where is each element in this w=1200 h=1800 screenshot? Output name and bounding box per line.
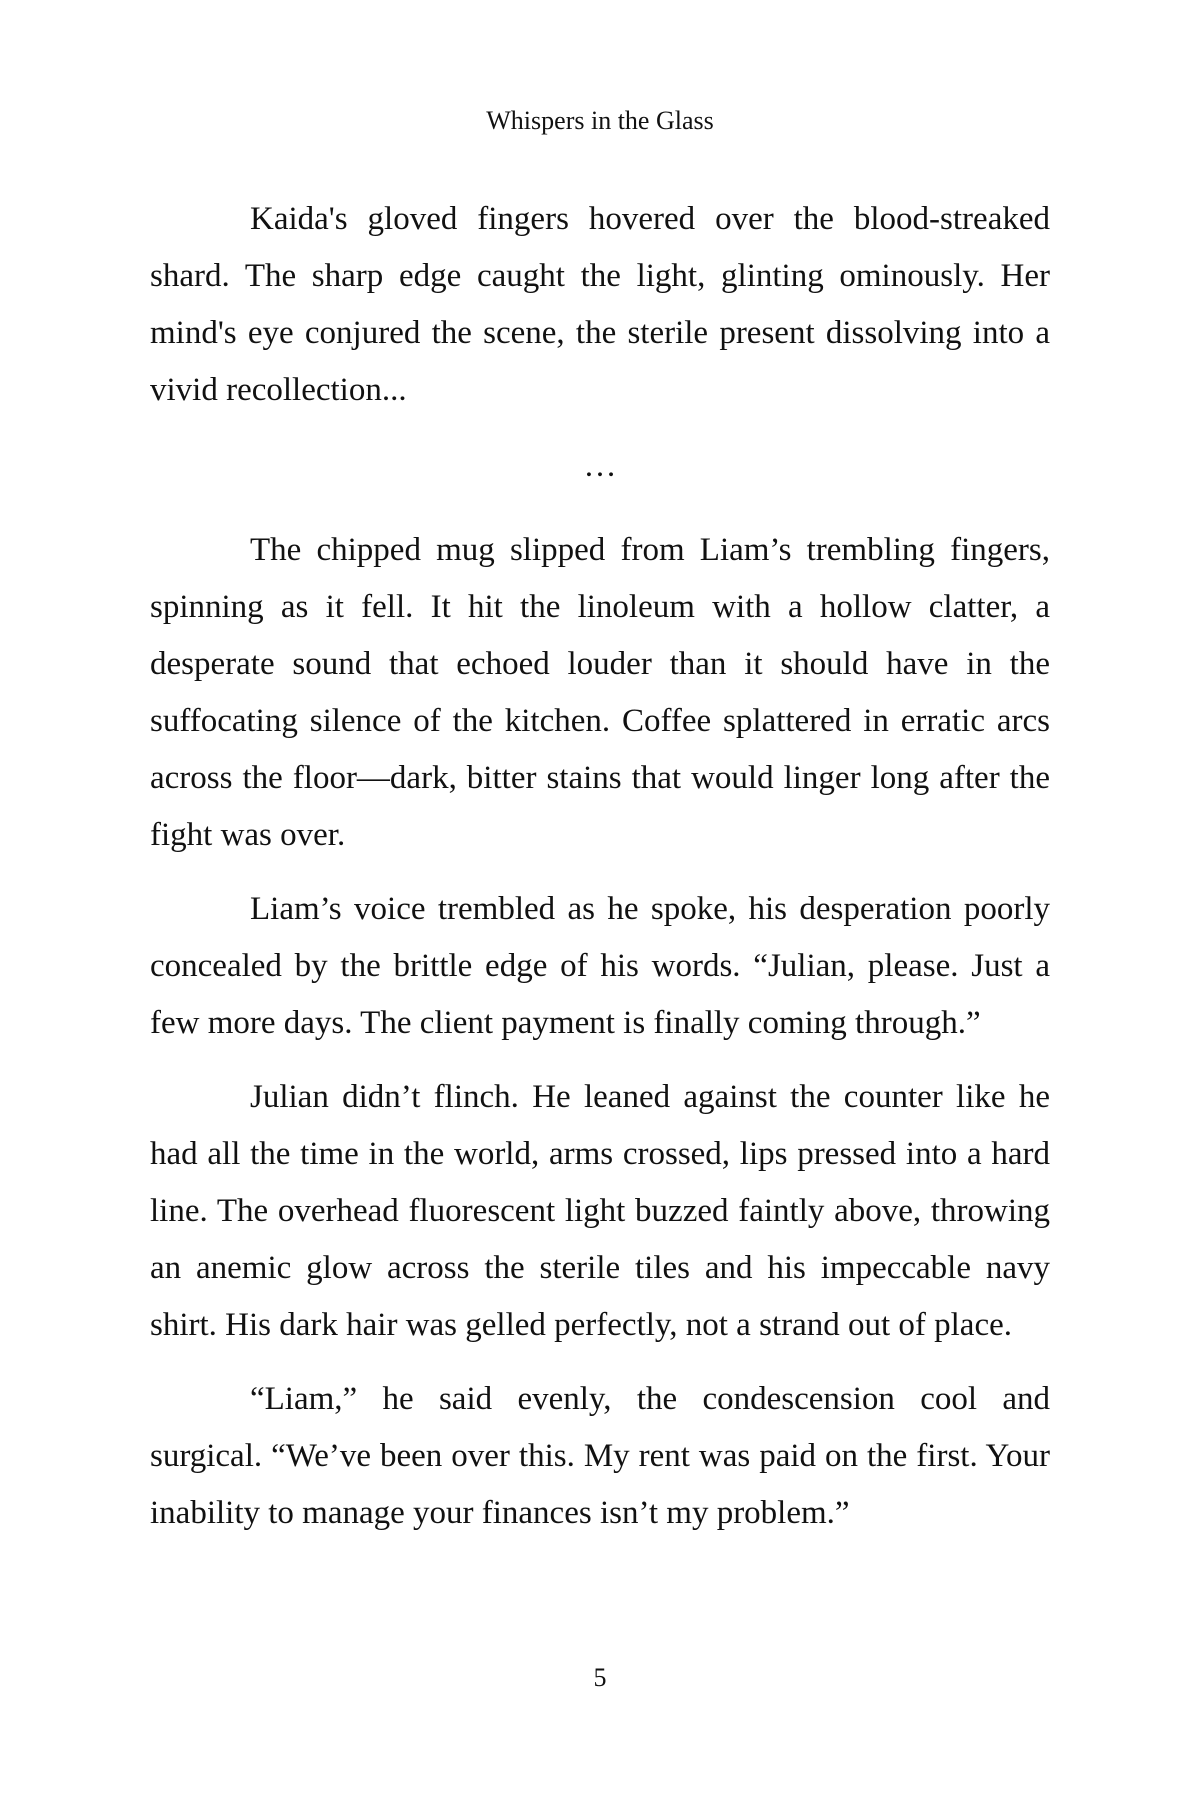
running-header-title: Whispers in the Glass [486, 106, 714, 135]
paragraph: Kaida's gloved fingers hovered over the blood-streaked shard. The sharp edge caught the light, glinting ominously. Her mind's eye conjured the scene, the sterile present dissolving into a vivid recollection... [150, 201, 1050, 408]
paragraph: “Liam,” he said evenly, the condescension cool and surgical. “We’ve been over this. My rent was paid on the first. Your inability to manage your finances isn’t my problem.” [150, 1381, 1050, 1531]
scene-break: … [583, 448, 617, 484]
paragraph: Julian didn’t flinch. He leaned against the counter like he had all the time in the world, arms crossed, lips pressed into a hard line. The overhead fluorescent light buzzed faintly above, throwing an anemic glow across the sterile tiles and his impeccable navy shirt. His dark hair was gelled perfectly, not a strand out of place. [150, 1079, 1050, 1343]
page-number: 5 [593, 1663, 607, 1692]
body-text [150, 191, 1050, 1542]
paragraph: The chipped mug slipped from Liam’s trembling fingers, spinning as it fell. It hit the linoleum with a hollow clatter, a desperate sound that echoed louder than it should have in the suffocating silence of the kitchen. Coffee splattered in erratic arcs across the floor—dark, bitter stains that would linger long after the fight was over. [150, 532, 1050, 853]
paragraph: Liam’s voice trembled as he spoke, his desperation poorly concealed by the brittle edge of his words. “Julian, please. Just a few more days. The client payment is finally coming through.” [150, 891, 1050, 1041]
